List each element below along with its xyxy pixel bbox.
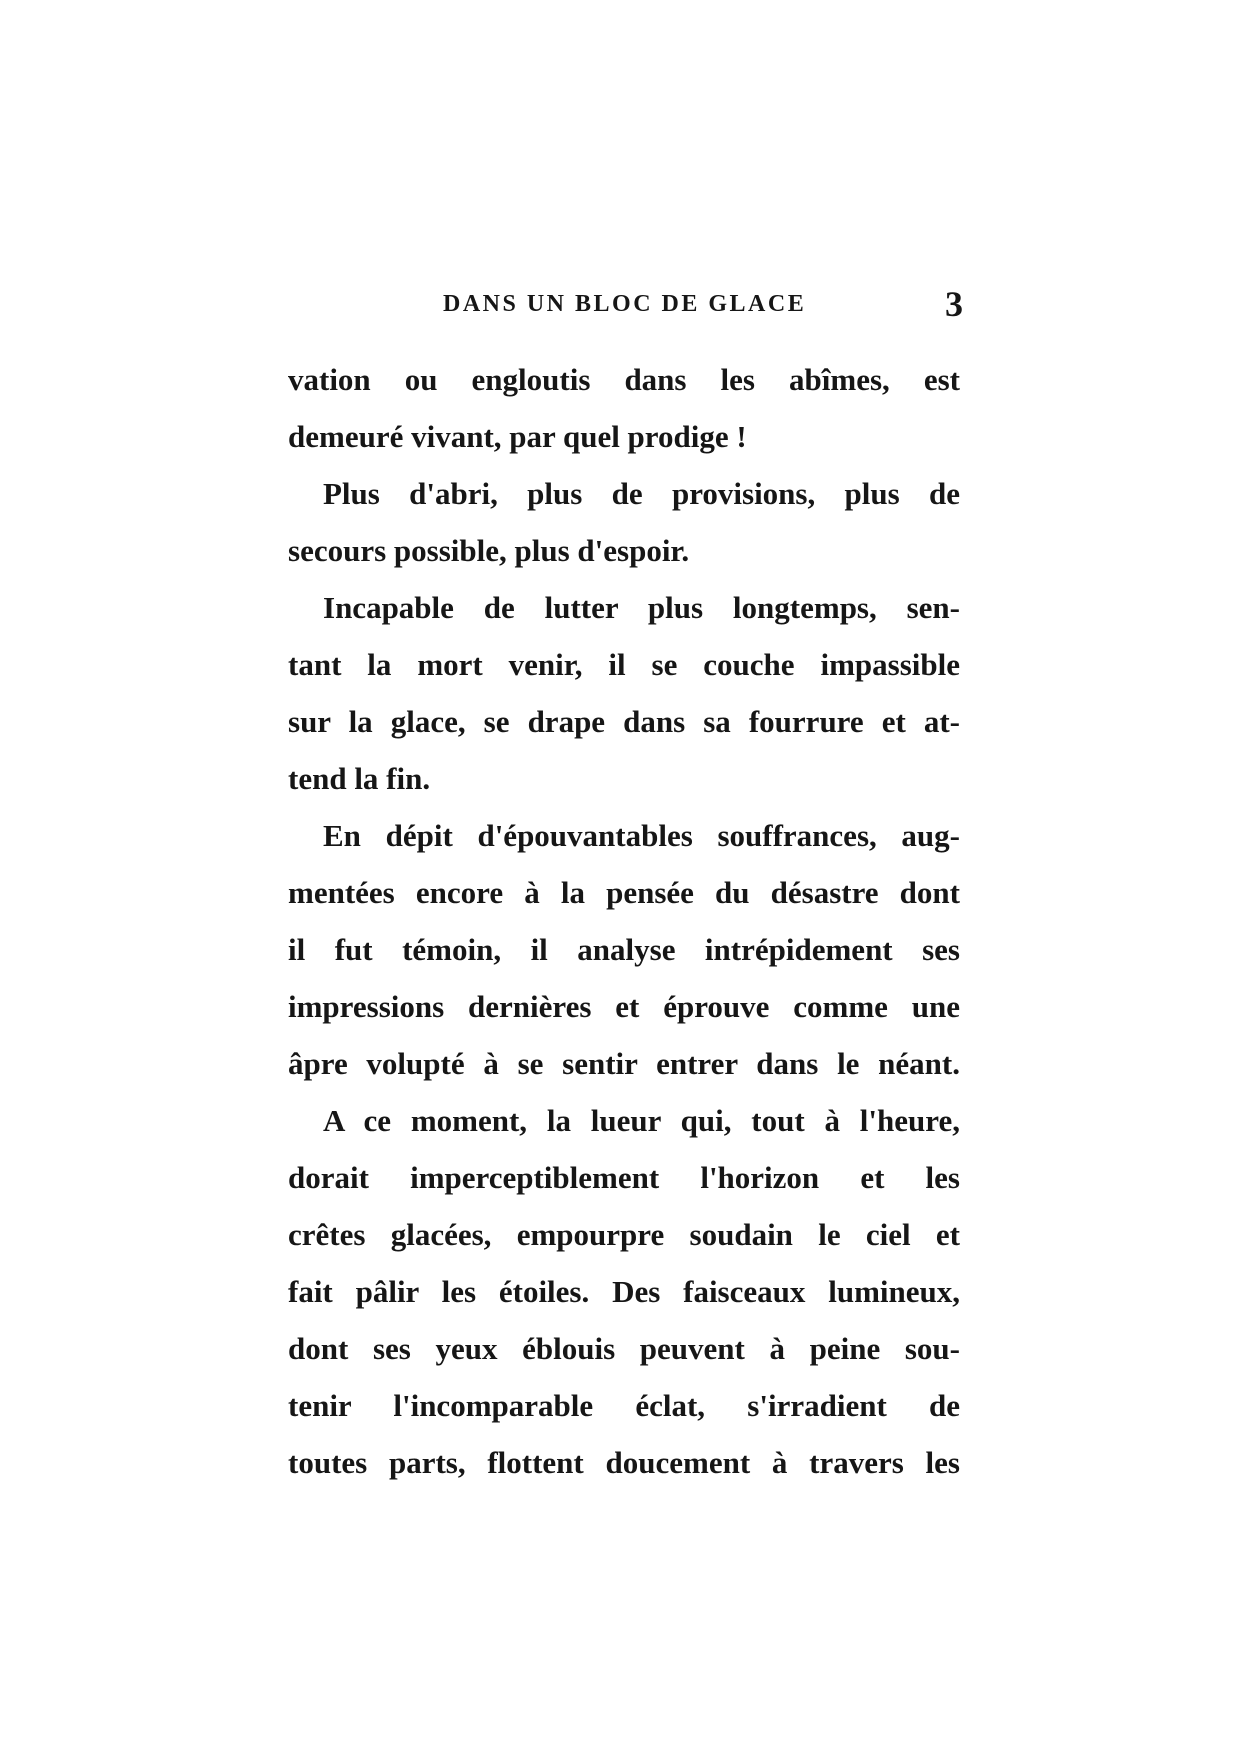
text-line: mentées encore à la pensée du désastre dont [288,875,960,910]
text-line: tend la fin. [288,761,431,796]
text-line: En dépit d'épouvantables souffrances, aug- [323,818,960,853]
running-header [443,284,963,327]
text-line: sur la glace, se drape dans sa fourrure et at- [288,704,960,739]
text-line: demeuré vivant, par quel prodige ! [288,419,747,454]
text-line: dont ses yeux éblouis peuvent à peine sou- [288,1331,960,1366]
text-line: fait pâlir les étoiles. Des faisceaux lumineux, [288,1274,960,1309]
text-line: dorait imperceptiblement l'horizon et les [288,1160,960,1195]
text-line: Plus d'abri, plus de provisions, plus de [323,476,960,511]
text-line: vation ou engloutis dans les abîmes, est [288,362,960,397]
text-line: crêtes glacées, empourpre soudain le ciel et [288,1217,960,1252]
text-line: toutes parts, flottent doucement à travers les [288,1445,960,1480]
page-number: 3 [945,284,963,324]
text-line: tant la mort venir, il se couche impassible [288,647,960,682]
running-title: DANS UN BLOC DE GLACE [443,291,807,317]
text-line: A ce moment, la lueur qui, tout à l'heure, [323,1103,960,1138]
text-line: impressions dernières et éprouve comme une [288,989,960,1024]
text-line: il fut témoin, il analyse intrépidement ses [288,932,960,967]
text-line: tenir l'incomparable éclat, s'irradient de [288,1388,960,1423]
text-line: Incapable de lutter plus longtemps, sen- [323,590,960,625]
text-line: âpre volupté à se sentir entrer dans le néant. [288,1046,960,1081]
text-line: secours possible, plus d'espoir. [288,533,690,568]
